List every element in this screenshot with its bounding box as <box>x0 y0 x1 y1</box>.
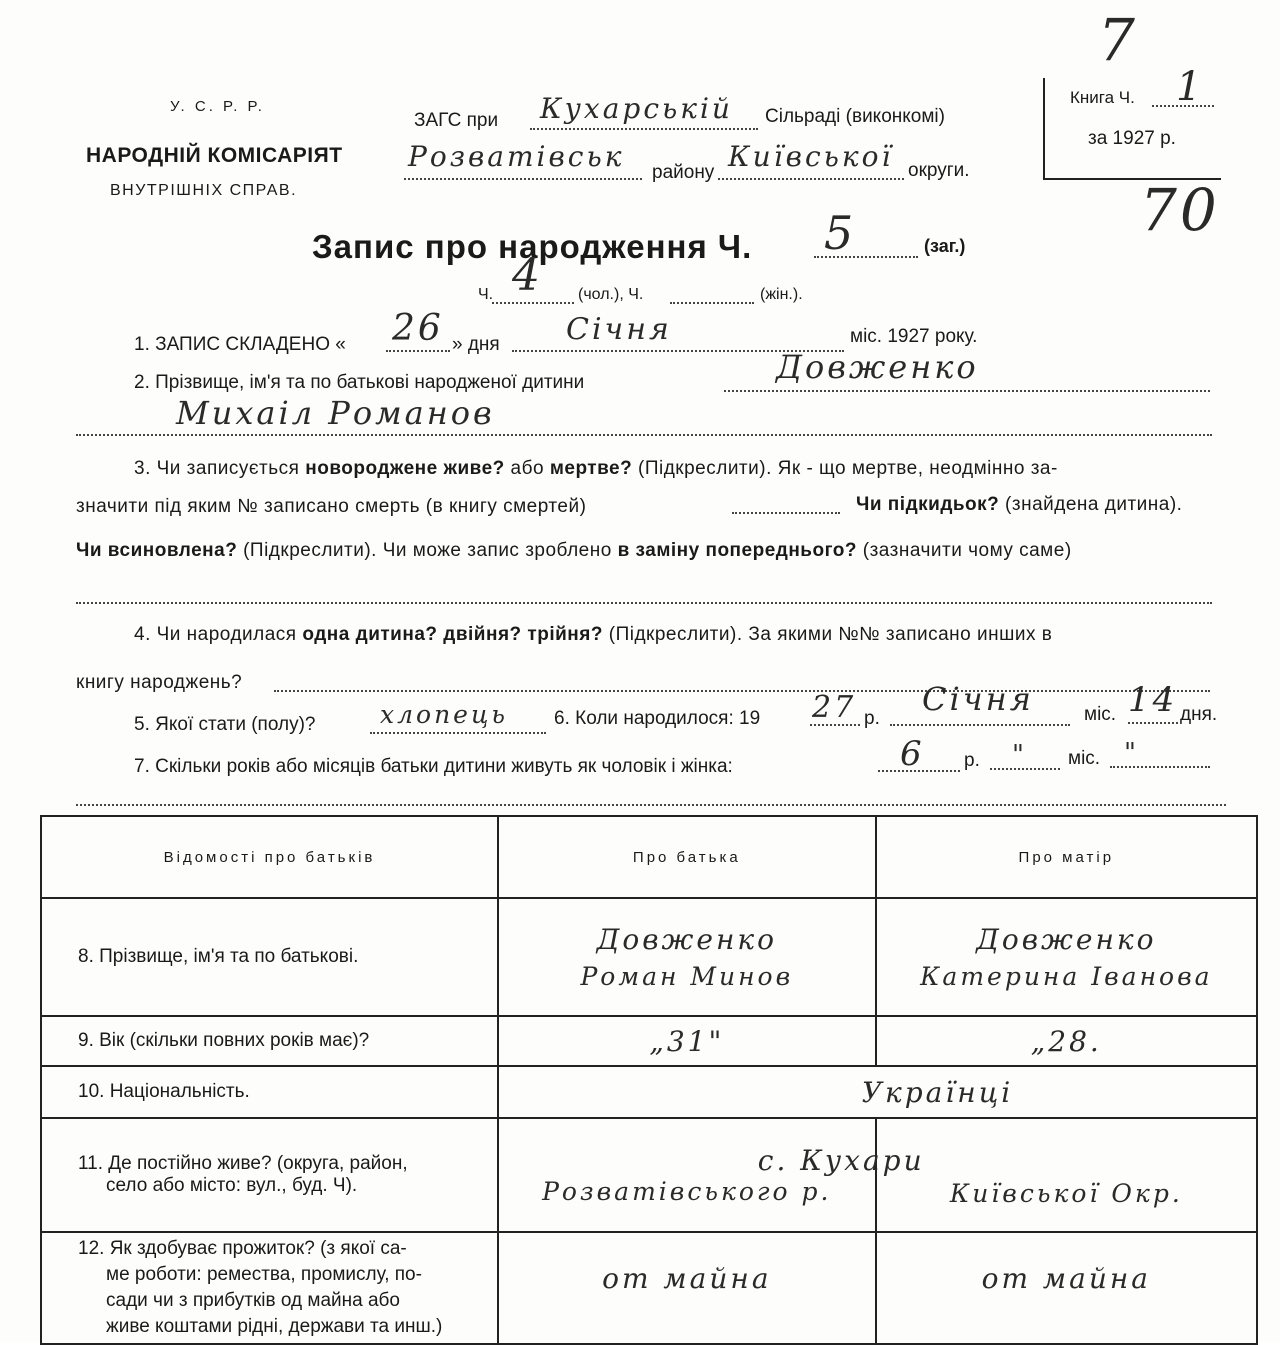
district-label: району <box>652 162 715 183</box>
row-label-residence: 11. Де постійно живе? (округа, район, село або місто: вул., буд. Ч). <box>41 1118 498 1232</box>
child-sex: хлопець <box>380 700 509 729</box>
okruha-dots <box>718 178 904 180</box>
header-father: Про батька <box>498 816 876 898</box>
item6-label: 6. Коли народилося: 19 <box>554 708 761 729</box>
item6-month-dots <box>890 724 1070 726</box>
book-label: Книга Ч. <box>1070 88 1135 107</box>
council-label: Сільраді (виконкомі) <box>765 106 945 127</box>
book-year: за 1927 р. <box>1088 128 1176 149</box>
father-residence: Розватівського р. <box>542 1177 832 1206</box>
item1-label: 1. ЗАПИС СКЛАДЕНО « <box>134 334 346 355</box>
row-label-name: 8. Прізвище, ім'я та по батькові. <box>41 898 498 1016</box>
item3-line3: Чи всиновлена? (Підкреслити). Чи може запис зроблено в заміну попереднього? (зазначити чому саме) <box>76 540 1072 561</box>
side-number-mark: 70 <box>1140 176 1220 244</box>
nationality-cell <box>498 1066 1257 1118</box>
item7-extra-dots <box>76 804 1226 806</box>
header-department: ВНУТРІШНІХ СПРАВ. <box>110 182 298 199</box>
residence-village: с. Кухари <box>757 1144 925 1177</box>
birth-day-suffix: дня. <box>1180 704 1218 725</box>
item2-dots-2 <box>76 434 1212 436</box>
row-label-livelihood: 12. Як здобуває прожиток? (з якої са- ме роботи: ремества, промислу, по- сади чи з прибутків од майна або живе коштами рідні, держави та инш.) <box>41 1232 498 1344</box>
mother-age: „28. <box>1030 1024 1102 1058</box>
item2-dots <box>724 390 1210 392</box>
title-total-label: (заг.) <box>924 236 966 256</box>
father-age: „31" <box>649 1024 725 1058</box>
table-row <box>41 1066 1257 1118</box>
marriage-years-suffix: р. <box>964 750 980 771</box>
header-commissariat: НАРОДНІЙ КОМІСАРІЯТ <box>86 144 343 167</box>
item7-label: 7. Скільки років або місяців батьки дитини живуть як чоловік і жінка: <box>134 756 733 777</box>
table-row <box>41 898 1257 1016</box>
male-dots <box>492 302 574 304</box>
mother-age-cell <box>876 1016 1257 1066</box>
row-label-age: 9. Вік (скільки повних років має)? <box>41 1016 498 1066</box>
marriage-months-suffix: міс. <box>1068 748 1101 769</box>
marriage-tail: " <box>1124 738 1139 768</box>
mother-livelihood: от майна <box>981 1261 1151 1295</box>
item5-label: 5. Якої стати (полу)? <box>134 714 316 735</box>
village-council-value: Кухарській <box>540 92 733 125</box>
item4-dots <box>274 690 1210 692</box>
table-header-row <box>41 816 1257 898</box>
female-label: (жін.). <box>760 286 803 303</box>
table-row <box>41 1232 1257 1344</box>
item3-extra-dots <box>76 602 1212 604</box>
birth-month: Січня <box>922 680 1034 718</box>
row-label-nationality: 10. Національність. <box>41 1066 498 1118</box>
father-livelihood-cell <box>498 1232 876 1344</box>
parents-table <box>40 815 1258 1345</box>
item5-dots <box>370 732 546 734</box>
item1-day: 26 <box>392 308 444 349</box>
mother-surname: Довженко <box>976 923 1157 956</box>
okruha-value: Київської <box>728 140 894 173</box>
district-value: Розватівськ <box>408 140 625 173</box>
marriage-years: 6 <box>900 734 925 774</box>
birth-day: 14 <box>1128 680 1178 720</box>
header-country: У. С. Р. Р. <box>170 98 265 115</box>
zags-dots <box>530 128 758 130</box>
header-parents-info: Відомості про батьків <box>41 816 498 898</box>
item1-tail: міс. 1927 року. <box>850 326 978 347</box>
zags-prefix: ЗАГС при <box>414 110 499 131</box>
item4-line2: книгу народжень? <box>76 672 243 693</box>
mother-residence-cell <box>876 1118 1257 1232</box>
district-dots <box>404 178 642 180</box>
father-residence-cell <box>498 1118 925 1232</box>
mother-residence: Київської Окр. <box>949 1178 1183 1208</box>
father-age-cell <box>498 1016 876 1066</box>
item1-mid: » дня <box>452 334 500 355</box>
table-row <box>41 1016 1257 1066</box>
male-prefix: Ч. <box>478 286 494 303</box>
father-name-cell <box>498 898 876 1016</box>
book-number: 1 <box>1176 64 1205 110</box>
mother-name: Катерина Іванова <box>920 962 1213 991</box>
father-livelihood: от майна <box>602 1261 772 1295</box>
marriage-months: " <box>1012 740 1027 770</box>
item3-line2: значити під яким № записано смерть (в книгу смертей) <box>76 496 587 517</box>
top-right-mark: 7 <box>1098 6 1138 74</box>
mother-livelihood-cell <box>876 1232 1257 1344</box>
okruha-label: округи. <box>908 160 970 181</box>
father-surname: Довженко <box>596 923 777 956</box>
item6-day-dots <box>1128 722 1178 724</box>
item1-day-dots <box>386 350 450 352</box>
child-name: Михаіл Романов <box>176 394 495 432</box>
record-title: Запис про народження Ч. <box>312 228 753 265</box>
child-surname: Довженко <box>776 348 979 386</box>
birth-month-suffix: міс. <box>1084 704 1117 725</box>
item1-month: Січня <box>566 312 672 347</box>
title-number: 5 <box>824 206 857 260</box>
father-name: Роман Минов <box>580 962 794 991</box>
item3-line2-b: Чи підкидьок? (знайдена дитина). <box>856 494 1183 515</box>
female-dots <box>670 302 754 304</box>
mother-name-cell <box>876 898 1257 1016</box>
table-row <box>41 1118 1257 1232</box>
item3-death-dots <box>732 512 840 514</box>
item3-line1: 3. Чи записується новороджене живе? або мертве? (Підкреслити). Як - що мертве, неодмінно за- <box>134 458 1058 479</box>
header-mother: Про матір <box>876 816 1257 898</box>
male-label: (чол.), Ч. <box>578 286 644 303</box>
item4-line1: 4. Чи народилася одна дитина? двійня? трійня? (Підкреслити). За якими №№ записано инших в <box>134 624 1053 645</box>
birth-year: 27 <box>812 690 857 725</box>
nationality-value: Українці <box>861 1075 1014 1109</box>
item2-label: 2. Прізвище, ім'я та по батькові народженої дитини <box>134 372 585 393</box>
male-count: 4 <box>512 250 543 301</box>
birth-year-suffix: р. <box>864 708 880 729</box>
